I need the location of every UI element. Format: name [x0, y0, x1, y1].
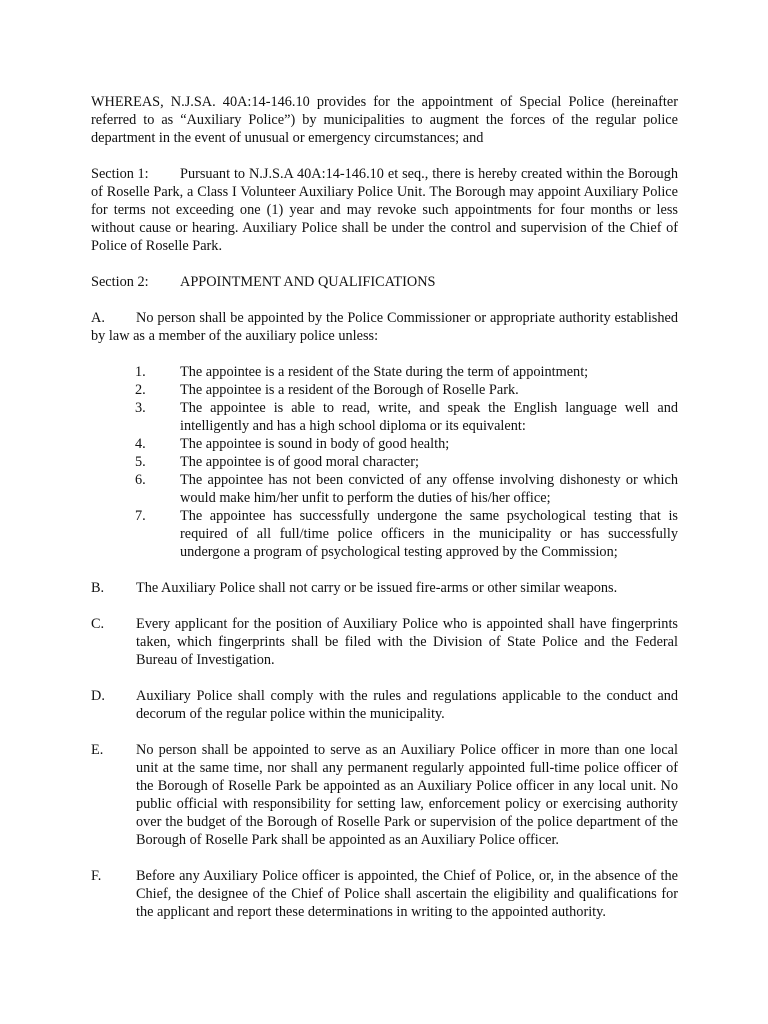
- qualification-list: [91, 363, 678, 561]
- paragraph-text: Auxiliary Police shall comply with the rules and regulations applicable to the conduct and decorum of the regular police within the municipality.: [136, 688, 678, 722]
- paragraph-text: No person shall be appointed to serve as an Auxiliary Police officer in more than one local unit at the same time, nor shall any permanent regularly appointed full-time police officer of the Borough of Roselle Park be appointed as an Auxiliary Police officer in any local unit. No public official with responsibility for setting law, enforcement policy or exercising authority over the budget of the Borough of Roselle Park or supervision of the police department of the Borough of Roselle Park shall be appointed as an Auxiliary Police officer.: [136, 742, 678, 848]
- section-2-title: APPOINTMENT AND QUALIFICATIONS: [180, 274, 436, 290]
- paragraph-text: The Auxiliary Police shall not carry or be issued fire-arms or other similar weapons.: [136, 580, 618, 596]
- whereas-paragraph: WHEREAS, N.J.SA. 40A:14-146.10 provides for the appointment of Special Police (hereinafter referred to as “Auxiliary Police”) by municipalities to augment the forces of the regular police department in the event of unusual or emergency circumstances; and: [91, 94, 678, 146]
- list-item: 1. The appointee is a resident of the State during the term of appointment;: [135, 364, 589, 380]
- list-item: 2. The appointee is a resident of the Borough of Roselle Park.: [135, 382, 519, 398]
- paragraph-c: [91, 615, 678, 669]
- section-2-label: Section 2:: [91, 274, 149, 290]
- paragraph-letter: C.: [91, 616, 105, 632]
- list-item: 4. The appointee is sound in body of good health;: [135, 436, 450, 452]
- list-item: 6. The appointee has not been convicted of any offense involving dishonesty or which would make him/her unfit to perform the duties of his/her office;: [135, 472, 678, 506]
- paragraph-d: [91, 687, 678, 723]
- paragraph-a-letter: A.: [91, 310, 105, 326]
- paragraph-letter: D.: [91, 688, 105, 704]
- section-1: [91, 165, 678, 255]
- paragraph-letter: E.: [91, 742, 104, 758]
- paragraph-e: [91, 741, 678, 849]
- paragraph-letter: B.: [91, 580, 105, 596]
- paragraph-letter: F.: [91, 868, 102, 884]
- paragraph-a-text: No person shall be appointed by the Police Commissioner or appropriate authority established by law as a member of the auxiliary police unless:: [91, 310, 678, 344]
- section-1-label: Section 1:: [91, 166, 149, 182]
- list-item: 7. The appointee has successfully undergone the same psychological testing that is required of all full/time police officers in the municipality or has successfully undergone a program of psychological testing approved by the Commission;: [135, 508, 678, 560]
- paragraph-b: [91, 579, 678, 597]
- section-1-text: Pursuant to N.J.S.A 40A:14-146.10 et seq., there is hereby created within the Borough of Roselle Park, a Class I Volunteer Auxiliary Police Unit. The Borough may appoint Auxiliary Police for terms not exceeding one (1) year and may revoke such appointments for four months or less without cause or hearing. Auxiliary Police shall be under the control and supervision of the Chief of Police of Roselle Park.: [91, 166, 678, 254]
- paragraph-f: [91, 867, 678, 921]
- paragraph-text: Every applicant for the position of Auxiliary Police who is appointed shall have fingerprints taken, which fingerprints shall be filed with the Division of State Police and the Federal Bureau of Investigation.: [136, 616, 678, 668]
- list-item: 3. The appointee is able to read, write, and speak the English language well and intelligently and has a high school diploma or its equivalent:: [135, 400, 678, 434]
- paragraph-text: Before any Auxiliary Police officer is appointed, the Chief of Police, or, in the absence of the Chief, the designee of the Chief of Police shall ascertain the eligibility and qualifications for the applicant and report these determinations in writing to the appointed authority.: [136, 868, 678, 920]
- section-2-heading: [91, 273, 678, 291]
- list-item: 5. The appointee is of good moral character;: [135, 454, 419, 470]
- paragraph-a: [91, 309, 678, 561]
